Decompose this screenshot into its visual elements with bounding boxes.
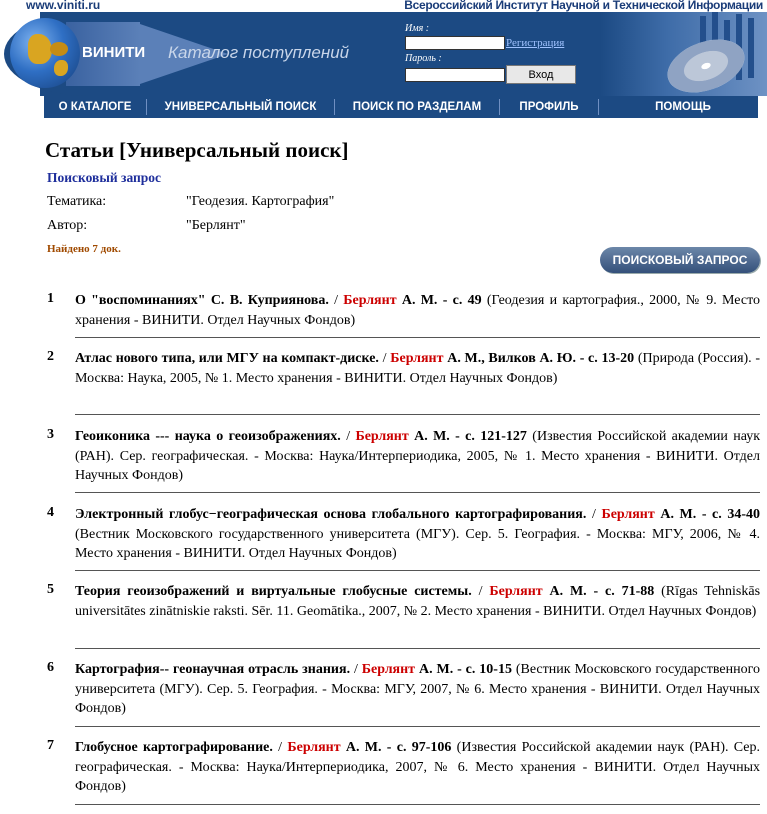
result-title[interactable]: Геоиконика --- наука о геоизображениях. [75,429,341,444]
nav-universal-search[interactable]: УНИВЕРСАЛЬНЫЙ ПОИСК [164,101,317,113]
name-label: Имя : [405,23,430,34]
result-source: (Известия Российской академии наук (РАН). Сер. географическая. - Москва: Наука/Интерпериодика, 2007, № 6. Место хранения - ВИНИТИ. Отдел Научных Фондов) [75,740,760,794]
password-label: Пароль : [405,53,442,64]
result-body: Геоиконика --- наука о геоизображениях. / Берлянт А. М. - с. 121-127 (Известия Российской академии наук (РАН). Сер. географическая. - Москва: Наука/Интерпериодика, 2005, № 1. Место хранения - ВИНИТИ. Отдел Научных Фондов) [75,429,761,483]
result-body: Глобусное картографирование. / Берлянт А. М. - с. 97-106 (Известия Российской академии наук (РАН). Сер. географическая. - Москва: Наука/Интерпериодика, 2007, № 6. Место хранения - ВИНИТИ. Отдел Научных Фондов) [75,740,760,794]
nav-section-search[interactable]: ПОИСК ПО РАЗДЕЛАМ [352,101,482,113]
result-number: 4 [47,505,54,520]
result-author-rest: А. М. - с. 71-88 [549,584,655,599]
search-query-button[interactable]: ПОИСКОВЫЙ ЗАПРОС [600,247,760,273]
result-divider [75,570,760,571]
password-input[interactable] [405,68,505,82]
result-author[interactable]: Берлянт [355,429,409,444]
result-divider [75,648,760,649]
main-nav [0,96,767,118]
result-title[interactable]: Электронный глобус−географическая основа глобального картографирования. [75,507,587,522]
institute-name: Всероссийский Институт Научной и Технической Информации [404,0,763,12]
result-body: О "воспоминаниях" С. В. Куприянова. / Берлянт А. М. - с. 49 (Геодезия и картография., 2000, № 9. Место хранения - ВИНИТИ. Отдел Научных Фондов) [75,293,761,328]
param-value-author: "Берлянт" [186,218,246,233]
result-divider [75,414,760,415]
header-banner [0,12,767,96]
result-body: Картография-- геонаучная отрасль знания. / Берлянт А. М. - с. 10-15 (Вестник Московского государственного университета (МГУ). Сер. 5. География. - Москва: МГУ, 2007, № 6. Место хранения - ВИНИТИ. Отдел Научных Фондов) [75,662,761,716]
result-number: 5 [47,582,54,597]
result-author-rest: А. М., Вилков А. Ю. - с. 13-20 [447,351,635,366]
result-author[interactable]: Берлянт [361,662,416,677]
nav-about[interactable]: О КАТАЛОГЕ [58,101,132,113]
result-source: (Природа (Россия). - Москва: Наука, 2005, № 1. Место хранения - ВИНИТИ. Отдел Научных Фондов) [75,351,761,386]
result-author[interactable]: Берлянт [489,584,543,599]
result-source: (Известия Российской академии наук (РАН). Сер. географическая. - Москва: Наука/Интерпериодика, 2005, № 1. Место хранения - ВИНИТИ. Отдел Научных Фондов) [75,429,761,483]
register-link[interactable]: Регистрация [506,37,565,49]
result-title[interactable]: Теория геоизображений и виртуальные глобусные системы. [75,584,472,599]
result-author[interactable]: Берлянт [601,507,655,522]
result-number: 2 [47,349,54,364]
result-author-rest: А. М. - с. 121-127 [414,429,527,444]
result-divider [75,804,760,805]
result-author[interactable]: Берлянт [343,293,397,308]
result-divider [75,492,760,493]
result-source: (Rīgas Tehniskās universitātes zinātniskie raksti. Sēr. 11. Geomātika., 2007, № 2. Место хранения - ВИНИТИ. Отдел Научных Фондов) [75,584,761,619]
logo-text[interactable]: ВИНИТИ [82,44,146,61]
result-source: (Геодезия и картография., 2000, № 9. Место хранения - ВИНИТИ. Отдел Научных Фондов) [75,293,761,328]
result-title[interactable]: Картография-- геонаучная отрасль знания. [75,662,351,677]
result-source: (Вестник Московского государственного университета (МГУ). Сер. 5. География. - Москва: МГУ, 2007, № 6. Место хранения - ВИНИТИ. Отдел Научных Фондов) [75,662,761,716]
nav-help[interactable]: ПОМОЩЬ [655,101,711,113]
result-author-rest: А. М. - с. 34-40 [660,507,761,522]
result-body: Теория геоизображений и виртуальные глобусные системы. / Берлянт А. М. - с. 71-88 (Rīgas Tehniskās universitātes zinātniskie raksti. Sēr. 11. Geomātika., 2007, № 2. Место хранения - ВИНИТИ. Отдел Научных Фондов) [75,584,761,619]
result-number: 3 [47,427,54,442]
page-title: Статьи [Универсальный поиск] [45,138,349,162]
param-label-author: Автор: [47,218,88,233]
result-body: Электронный глобус−географическая основа глобального картографирования. / Берлянт А. М. - с. 34-40 (Вестник Московского государственного университета (МГУ). Сер. 5. География. - Москва: МГУ, 2006, № 4. Место хранения - ВИНИТИ. Отдел Научных Фондов) [75,507,761,561]
result-author-rest: А. М. - с. 10-15 [418,662,512,677]
catalog-title: Каталог поступлений [168,43,350,62]
found-count: Найдено 7 док. [47,243,121,255]
login-button[interactable]: Вход [506,65,576,84]
result-source: (Вестник Московского государственного университета (МГУ). Сер. 5. География. - Москва: МГУ, 2006, № 4. Место хранения - ВИНИТИ. Отдел Научных Фондов) [75,526,760,561]
nav-profile[interactable]: ПРОФИЛЬ [519,101,579,113]
result-title[interactable]: Глобусное картографирование. [75,740,273,755]
result-number: 1 [47,291,54,306]
result-divider [75,337,760,338]
param-label-topic: Тематика: [47,194,107,209]
result-title[interactable]: О "воспоминаниях" С. В. Куприянова. [75,293,329,308]
globe-logo-icon[interactable] [10,18,80,88]
result-body: Атлас нового типа, или МГУ на компакт-диске. / Берлянт А. М., Вилков А. Ю. - с. 13-20 (Природа (Россия). - Москва: Наука, 2005, № 1. Место хранения - ВИНИТИ. Отдел Научных Фондов) [75,351,761,386]
result-author-rest: А. М. - с. 49 [401,293,482,308]
result-number: 6 [47,660,54,675]
name-input[interactable] [405,36,505,50]
top-strip [0,0,767,12]
result-number: 7 [47,738,54,753]
result-author[interactable]: Берлянт [287,740,341,755]
result-author-rest: А. М. - с. 97-106 [345,740,452,755]
query-heading: Поисковый запрос [47,170,162,185]
param-value-topic: "Геодезия. Картография" [186,194,335,209]
result-author[interactable]: Берлянт [390,351,444,366]
result-divider [75,726,760,727]
result-title[interactable]: Атлас нового типа, или МГУ на компакт-диске. [75,351,379,366]
site-url[interactable]: www.viniti.ru [26,0,101,12]
